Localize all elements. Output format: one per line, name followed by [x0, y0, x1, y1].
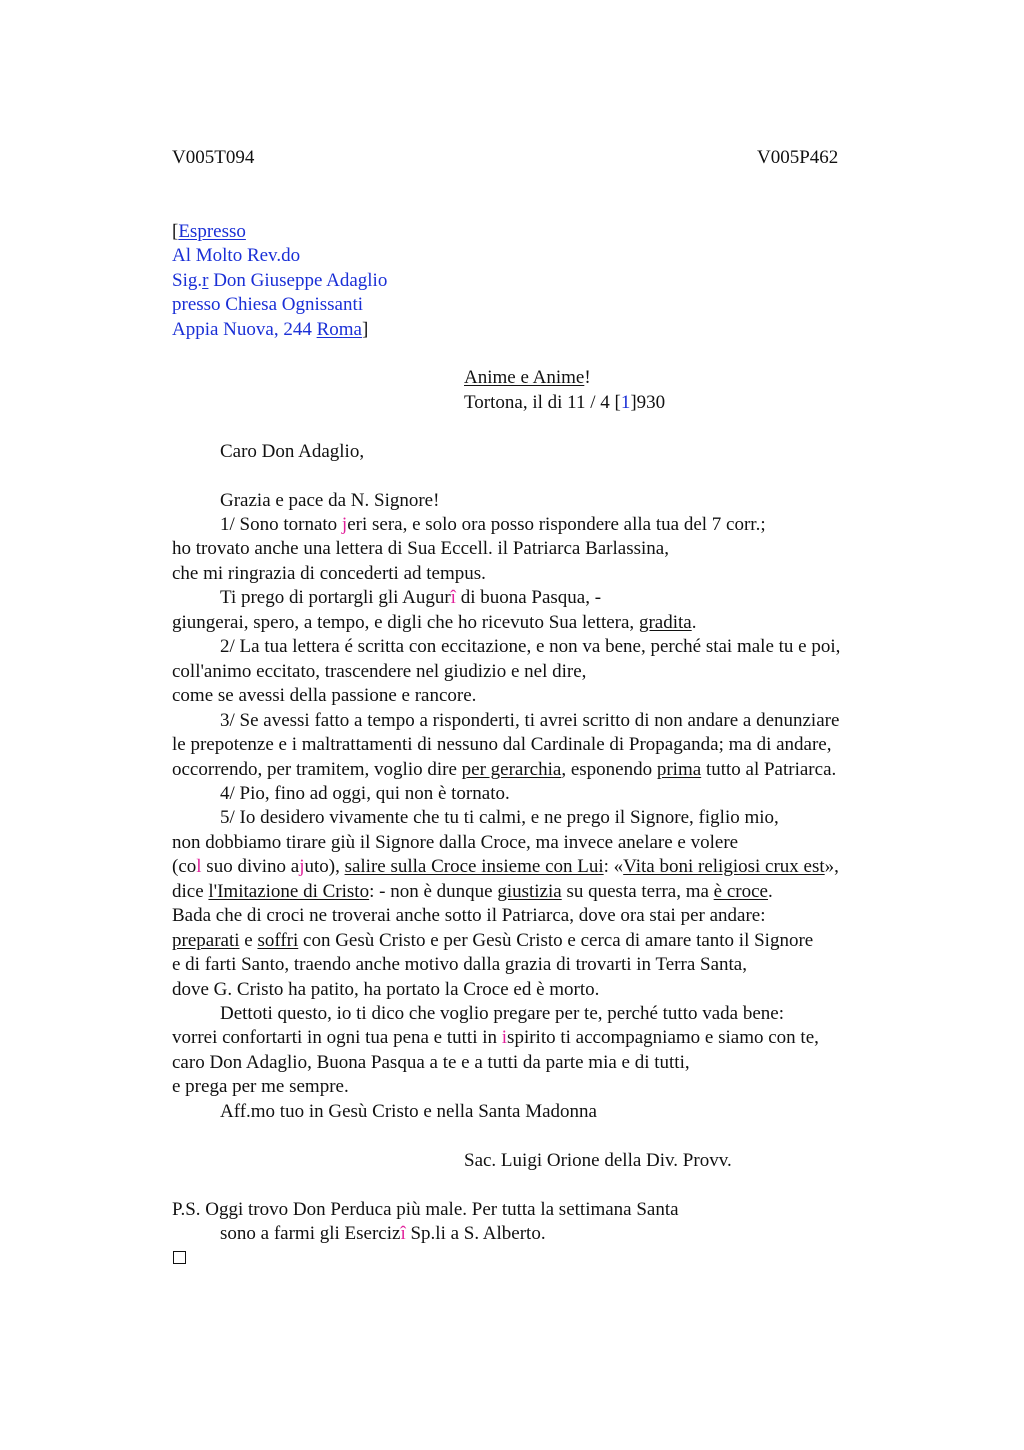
paragraph-1-line: che mi ringrazia di concederti ad tempus.: [172, 563, 486, 584]
signature: Sac. Luigi Orione della Div. Provv.: [464, 1150, 732, 1171]
closing: Aff.mo tuo in Gesù Cristo e nella Santa Madonna: [220, 1101, 597, 1122]
paragraph-2-line: come se avessi della passione e rancore.: [172, 685, 477, 706]
paragraph-5-line: Bada che di croci ne troverai anche sotto il Patriarca, dove ora stai per andare:: [172, 905, 766, 926]
salutation: Caro Don Adaglio,: [220, 441, 365, 462]
address-line-4: presso Chiesa Ognissanti: [172, 294, 364, 315]
address-line-1: [172, 220, 246, 244]
postscript-line-1: P.S. Oggi trovo Don Perduca più male. Per tutta la settimana Santa: [172, 1199, 679, 1220]
paragraph-5-line: dice l'Imitazione di Cristo: - non è dunque giustizia su questa terra, ma è croce.: [172, 881, 773, 902]
paragraph-5-line: preparati e soffri con Gesù Cristo e per Gesù Cristo e cerca di amare tanto il Signore: [172, 930, 814, 951]
address-espresso: Espresso: [178, 221, 246, 242]
paragraph-5-line: non dobbiamo tirare giù il Signore dalla Croce, ma invece anelare e volere: [172, 832, 739, 853]
postscript-line-2: sono a farmi gli Esercizî Sp.li a S. Alberto.: [220, 1223, 546, 1244]
document-code-left: V005T094: [172, 147, 255, 168]
paragraph-2-line: coll'animo eccitato, trascendere nel giudizio e nel dire,: [172, 661, 587, 682]
paragraph-6-line: caro Don Adaglio, Buona Pasqua a te e a tutti da parte mia e di tutti,: [172, 1052, 690, 1073]
end-box-icon: [173, 1251, 186, 1264]
paragraph-6-line: e prega per me sempre.: [172, 1076, 349, 1097]
paragraph-6-line: vorrei confortarti in ogni tua pena e tutti in ispirito ti accompagniamo e siamo con te,: [172, 1027, 819, 1048]
paragraph-6-line: Dettoti questo, io ti dico che voglio pregare per te, perché tutto vada bene:: [220, 1003, 784, 1024]
motto: Anime e Anime!: [464, 367, 591, 388]
paragraph-5-line: 5/ Io desidero vivamente che tu ti calmi, e ne prego il Signore, figlio mio,: [220, 807, 779, 828]
bracket-open: [: [172, 221, 179, 242]
dateline: Tortona, il di 11 / 4 [1]930: [464, 392, 666, 413]
paragraph-1-line: giungerai, spero, a tempo, e digli che ho ricevuto Sua lettera, gradita.: [172, 612, 697, 633]
paragraph-3-line: le prepotenze e i maltrattamenti di nessuno dal Cardinale di Propaganda; ma di andare,: [172, 734, 832, 755]
paragraph-5-line: (col suo divino ajuto), salire sulla Croce insieme con Lui: «Vita boni religiosi crux est»,: [172, 856, 839, 877]
paragraph-3-line: occorrendo, per tramitem, voglio dire per gerarchia, esponendo prima tutto al Patriarca.: [172, 759, 837, 780]
document-code-right: V005P462: [757, 147, 839, 168]
paragraph-1-line: 1/ Sono tornato jeri sera, e solo ora posso rispondere alla tua del 7 corr.;: [220, 514, 766, 535]
paragraph-1-line: Ti prego di portargli gli Augurî di buona Pasqua, -: [220, 587, 602, 608]
paragraph-2-line: 2/ La tua lettera é scritta con eccitazione, e non va bene, perché stai male tu e poi,: [220, 636, 841, 657]
address-line-3: Sig.r Don Giuseppe Adaglio: [172, 270, 388, 291]
paragraph-4-line: 4/ Pio, fino ad oggi, qui non è tornato.: [220, 783, 510, 804]
paragraph-5-line: dove G. Cristo ha patito, ha portato la Croce ed è morto.: [172, 979, 600, 1000]
paragraph-1-line: ho trovato anche una lettera di Sua Eccell. il Patriarca Barlassina,: [172, 538, 669, 559]
paragraph-3-line: 3/ Se avessi fatto a tempo a risponderti, ti avrei scritto di non andare a denunziare: [220, 710, 840, 731]
greeting: Grazia e pace da N. Signore!: [220, 490, 440, 511]
address-line-2: Al Molto Rev.do: [172, 245, 301, 266]
paragraph-5-line: e di farti Santo, traendo anche motivo dalla grazia di trovarti in Terra Santa,: [172, 954, 747, 975]
address-line-5: Appia Nuova, 244 Roma]: [172, 319, 369, 340]
